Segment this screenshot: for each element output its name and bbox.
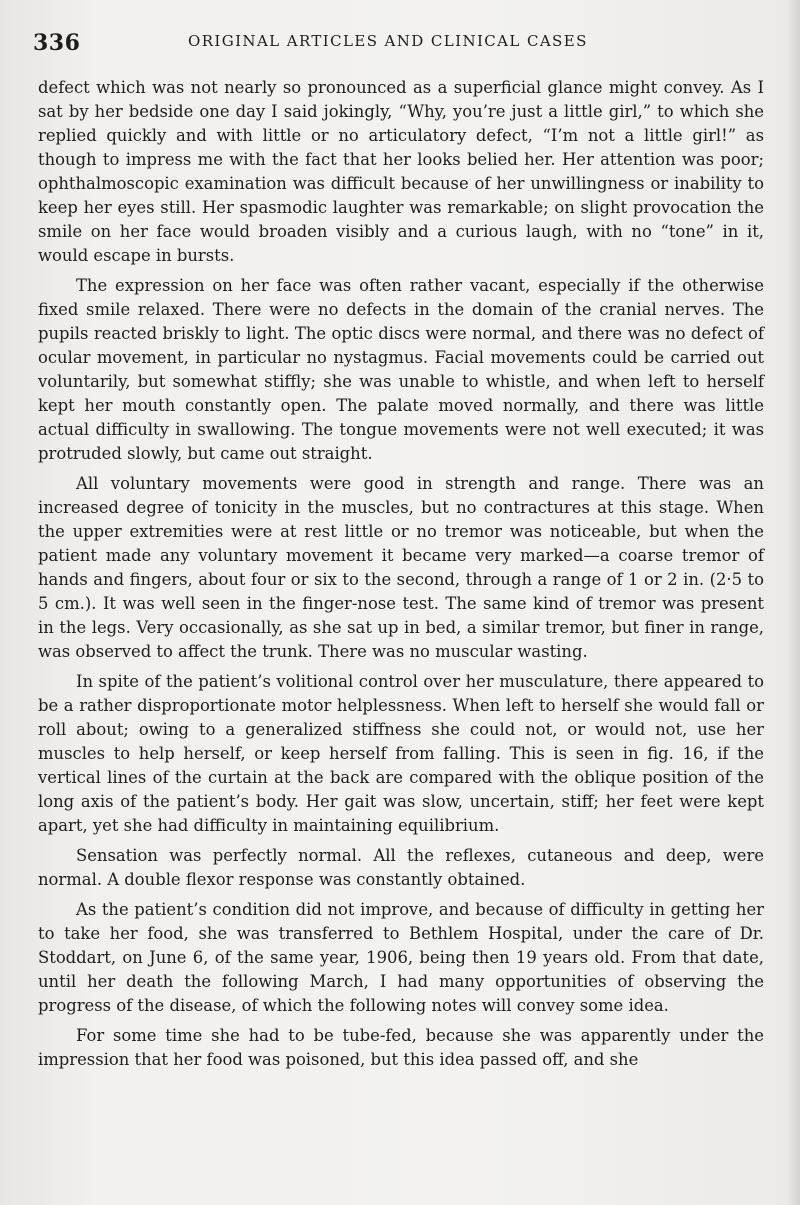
paragraph-transfer-bethlem: As the patient’s condition did not improve, and because of difficulty in getting her to take her food, she was transferred to Bethlem Hospital, under the care of Dr. Stoddart, on June 6, of the same year, 1906, being then 19 years old. From that date, until her death the following March, I had many opportunities of observing the progress of the disease, of which the following notes will convey some idea.	[38, 900, 764, 1015]
paragraph-sensation: Sensation was perfectly normal. All the reflexes, cutaneous and deep, were normal. A double flexor response was constantly obtained.	[38, 846, 764, 889]
article-body	[38, 76, 764, 1072]
paragraph-voluntary-movements: All voluntary movements were good in strength and range. There was an increased degree of tonicity in the muscles, but no contractures at this stage. When the upper extremities were at rest little or no tremor was noticeable, but when the patient made any voluntary movement it became very marked—a coarse tremor of hands and fingers, about four or six to the second, through a range of 1 or 2 in. (2·5 to 5 cm.). It was well seen in the finger-nose test. The same kind of tremor was present in the legs. Very occasionally, as she sat up in bed, a similar tremor, but finer in range, was observed to affect the trunk. There was no muscular wasting.	[38, 474, 764, 661]
running-header	[33, 26, 764, 60]
page-number: 336	[33, 30, 81, 56]
running-title: ORIGINAL ARTICLES AND CLINICAL CASES	[188, 32, 588, 50]
paragraph-motor-helplessness: In spite of the patient’s volitional control over her musculature, there appeared to be a rather disproportionate motor helplessness. When left to herself she would fall or roll about; owing to a generalized stiffness she could not, or would not, use her muscles to help herself, or keep herself from falling. This is seen in fig. 16, if the vertical lines of the curtain at the back are compared with the oblique position of the long axis of the patient’s body. Her gait was slow, uncertain, stiff; her feet were kept apart, yet she had difficulty in maintaining equilibrium.	[38, 672, 764, 835]
paragraph-facial-expression: The expression on her face was often rather vacant, especially if the otherwise fixed smile relaxed. There were no defects in the domain of the cranial nerves. The pupils reacted briskly to light. The optic discs were normal, and there was no defect of ocular movement, in particular no nystagmus. Facial movements could be carried out voluntarily, but somewhat stiffly; she was unable to whistle, and when left to herself kept her mouth constantly open. The palate moved normally, and there was little actual difficulty in swallowing. The tongue movements were not well executed; it was protruded slowly, but came out straight.	[38, 276, 764, 463]
paragraph-continuation: defect which was not nearly so pronounced as a superficial glance might convey. As I sat by her bedside one day I said jokingly, “Why, you’re just a little girl,” to which she replied quickly and with little or no articulatory defect, “I’m not a little girl!” as though to impress me with the fact that her looks belied her. Her attention was poor; ophthalmoscopic examination was difficult because of her unwillingness or inability to keep her eyes still. Her spasmodic laughter was remarkable; on slight provocation the smile on her face would broaden visibly and a curious laugh, with no “tone” in it, would escape in bursts.	[38, 78, 764, 265]
paragraph-tube-fed: For some time she had to be tube-fed, because she was apparently under the impression that her food was poisoned, but this idea passed off, and she	[38, 1026, 764, 1069]
